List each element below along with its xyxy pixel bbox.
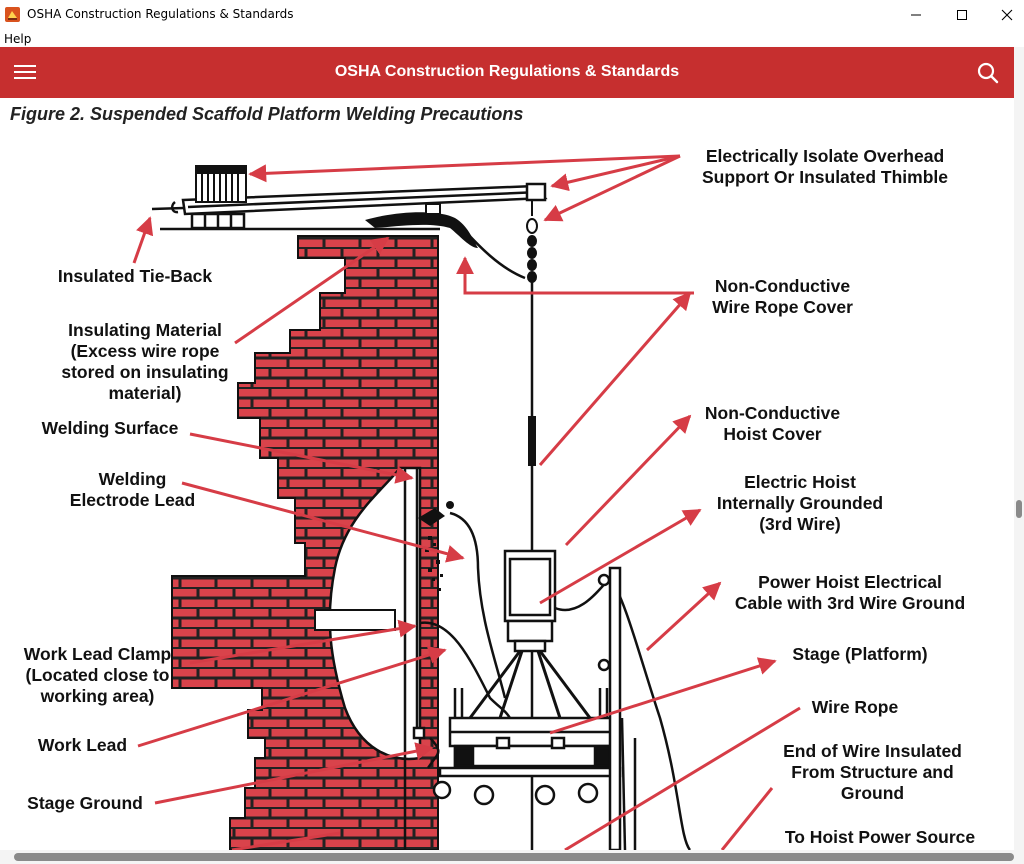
label-stage: Stage (Platform) [792,644,928,664]
minimize-icon [910,9,922,21]
search-icon[interactable] [976,61,1000,85]
label-cable: Power Hoist Electrical Cable with 3rd Wire Ground [734,572,966,613]
label-insulating: Insulating Material (Excess wire rope stored on insulating material) [61,320,229,403]
power-hoist-cable [555,578,690,850]
stage-platform [440,688,620,776]
window-title: OSHA Construction Regulations & Standards [27,7,294,21]
thimble-hook [527,200,537,282]
label-electrode: Welding Electrode Lead [69,469,196,510]
label-clamp: Work Lead Clamp (Located close to working area) [23,644,172,706]
maximize-button[interactable] [939,0,985,29]
label-hoist: Electric Hoist Internally Grounded (3rd Wire) [716,472,884,534]
counterweight [196,166,246,202]
label-endwire: End of Wire Insulated From Structure and Ground [783,741,962,803]
label-stageground: Stage Ground [27,793,143,813]
figure-title: Figure 2. Suspended Scaffold Platform Welding Precautions [10,104,524,124]
minimize-button[interactable] [893,0,939,29]
app-icon [5,7,20,22]
electric-hoist [505,551,555,651]
close-button[interactable] [984,0,1024,29]
content-area [0,98,1014,850]
label-worklead: Work Lead [37,735,128,755]
menubar [0,29,1024,47]
vertical-scroll-thumb[interactable] [1016,500,1022,518]
menu-help[interactable]: Help [4,32,32,46]
label-powersource: To Hoist Power Source [784,827,976,847]
horizontal-scroll-thumb[interactable] [14,853,1014,861]
label-isolate: Electrically Isolate Overhead Support Or Insulated Thimble [702,146,948,187]
wire-rope-cover [528,416,536,466]
maximize-icon [956,9,968,21]
app-title: OSHA Construction Regulations & Standards [334,63,680,80]
label-tieback: Insulated Tie-Back [57,266,213,286]
stage-wheels [434,782,597,804]
horizontal-scrollbar[interactable] [0,850,1024,864]
label-hoistcover: Non-Conductive Hoist Cover [704,403,841,444]
vertical-scrollbar[interactable] [1014,47,1024,850]
label-surface: Welding Surface [41,418,179,438]
label-wirecover: Non-Conductive Wire Rope Cover [712,276,853,317]
close-icon [1001,9,1013,21]
window-titlebar [0,0,1024,29]
stirrup [470,651,590,718]
label-wirerope: Wire Rope [811,697,899,717]
app-header [0,47,1014,98]
